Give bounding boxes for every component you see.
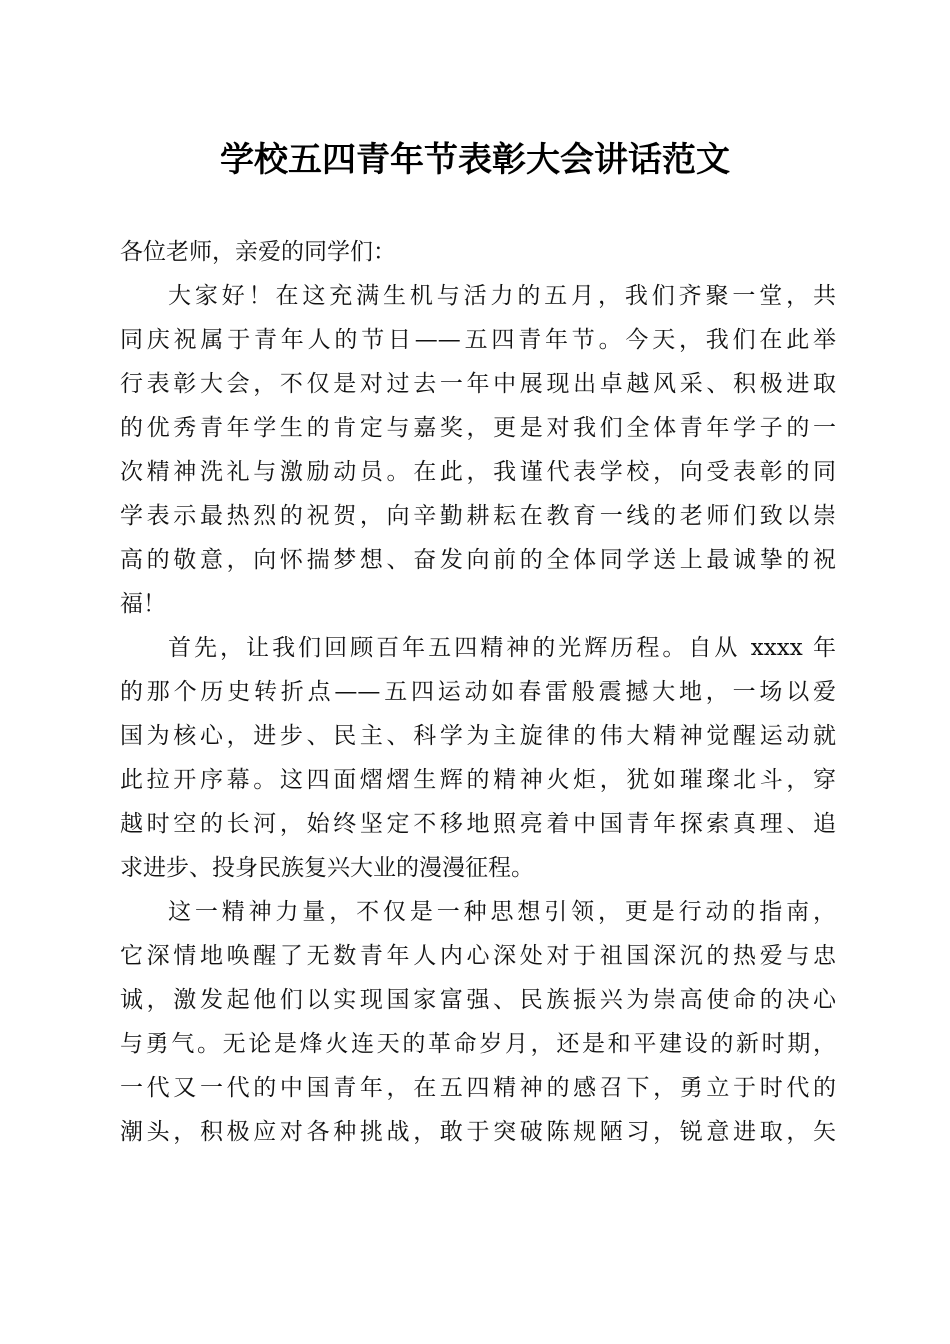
paragraph-line: 与勇气。无论是烽火连天的革命岁月，还是和平建设的新时期， [120,1031,836,1057]
paragraph-line: 潮头，积极应对各种挑战，敢于突破陈规陋习，锐意进取，矢 [120,1119,836,1145]
paragraph-line: 一代又一代的中国青年，在五四精神的感召下，勇立于时代的 [120,1075,836,1101]
document-title: 学校五四青年节表彰大会讲话范文 [220,140,730,180]
paragraph-line: 这一精神力量，不仅是一种思想引领，更是行动的指南， [168,899,836,925]
paragraph-line: 学表示最热烈的祝贺，向辛勤耕耘在教育一线的老师们致以崇 [120,503,836,529]
paragraph-line: 诚，激发起他们以实现国家富强、民族振兴为崇高使命的决心 [120,987,836,1013]
salutation-line: 各位老师，亲爱的同学们： [120,239,396,265]
paragraph-line: 它深情地唤醒了无数青年人内心深处对于祖国深沉的热爱与忠 [120,943,836,969]
paragraph-line: 福！ [120,591,166,617]
paragraph-line: 此拉开序幕。这四面熠熠生辉的精神火炬，犹如璀璨北斗，穿 [120,767,836,793]
paragraph-line: 同庆祝属于青年人的节日——五四青年节。今天，我们在此举 [120,327,836,353]
paragraph-line: 的那个历史转折点——五四运动如春雷般震撼大地，一场以爱 [120,679,836,705]
paragraph-line: 次精神洗礼与激励动员。在此，我谨代表学校，向受表彰的同 [120,459,836,485]
paragraph-line: 的优秀青年学生的肯定与嘉奖，更是对我们全体青年学子的一 [120,415,836,441]
paragraph-line: 首先，让我们回顾百年五四精神的光辉历程。自从 xxxx 年 [168,635,836,661]
document-body [120,230,836,1154]
paragraph-line: 国为核心，进步、民主、科学为主旋律的伟大精神觉醒运动就 [120,723,836,749]
paragraph-line: 高的敬意，向怀揣梦想、奋发向前的全体同学送上最诚挚的祝 [120,547,836,573]
paragraph-line: 大家好！在这充满生机与活力的五月，我们齐聚一堂，共 [168,283,836,309]
paragraph-line: 行表彰大会，不仅是对过去一年中展现出卓越风采、积极进取 [120,371,836,397]
paragraph-line: 求进步、投身民族复兴大业的漫漫征程。 [120,855,534,881]
paragraph-line: 越时空的长河，始终坚定不移地照亮着中国青年探索真理、追 [120,811,836,837]
